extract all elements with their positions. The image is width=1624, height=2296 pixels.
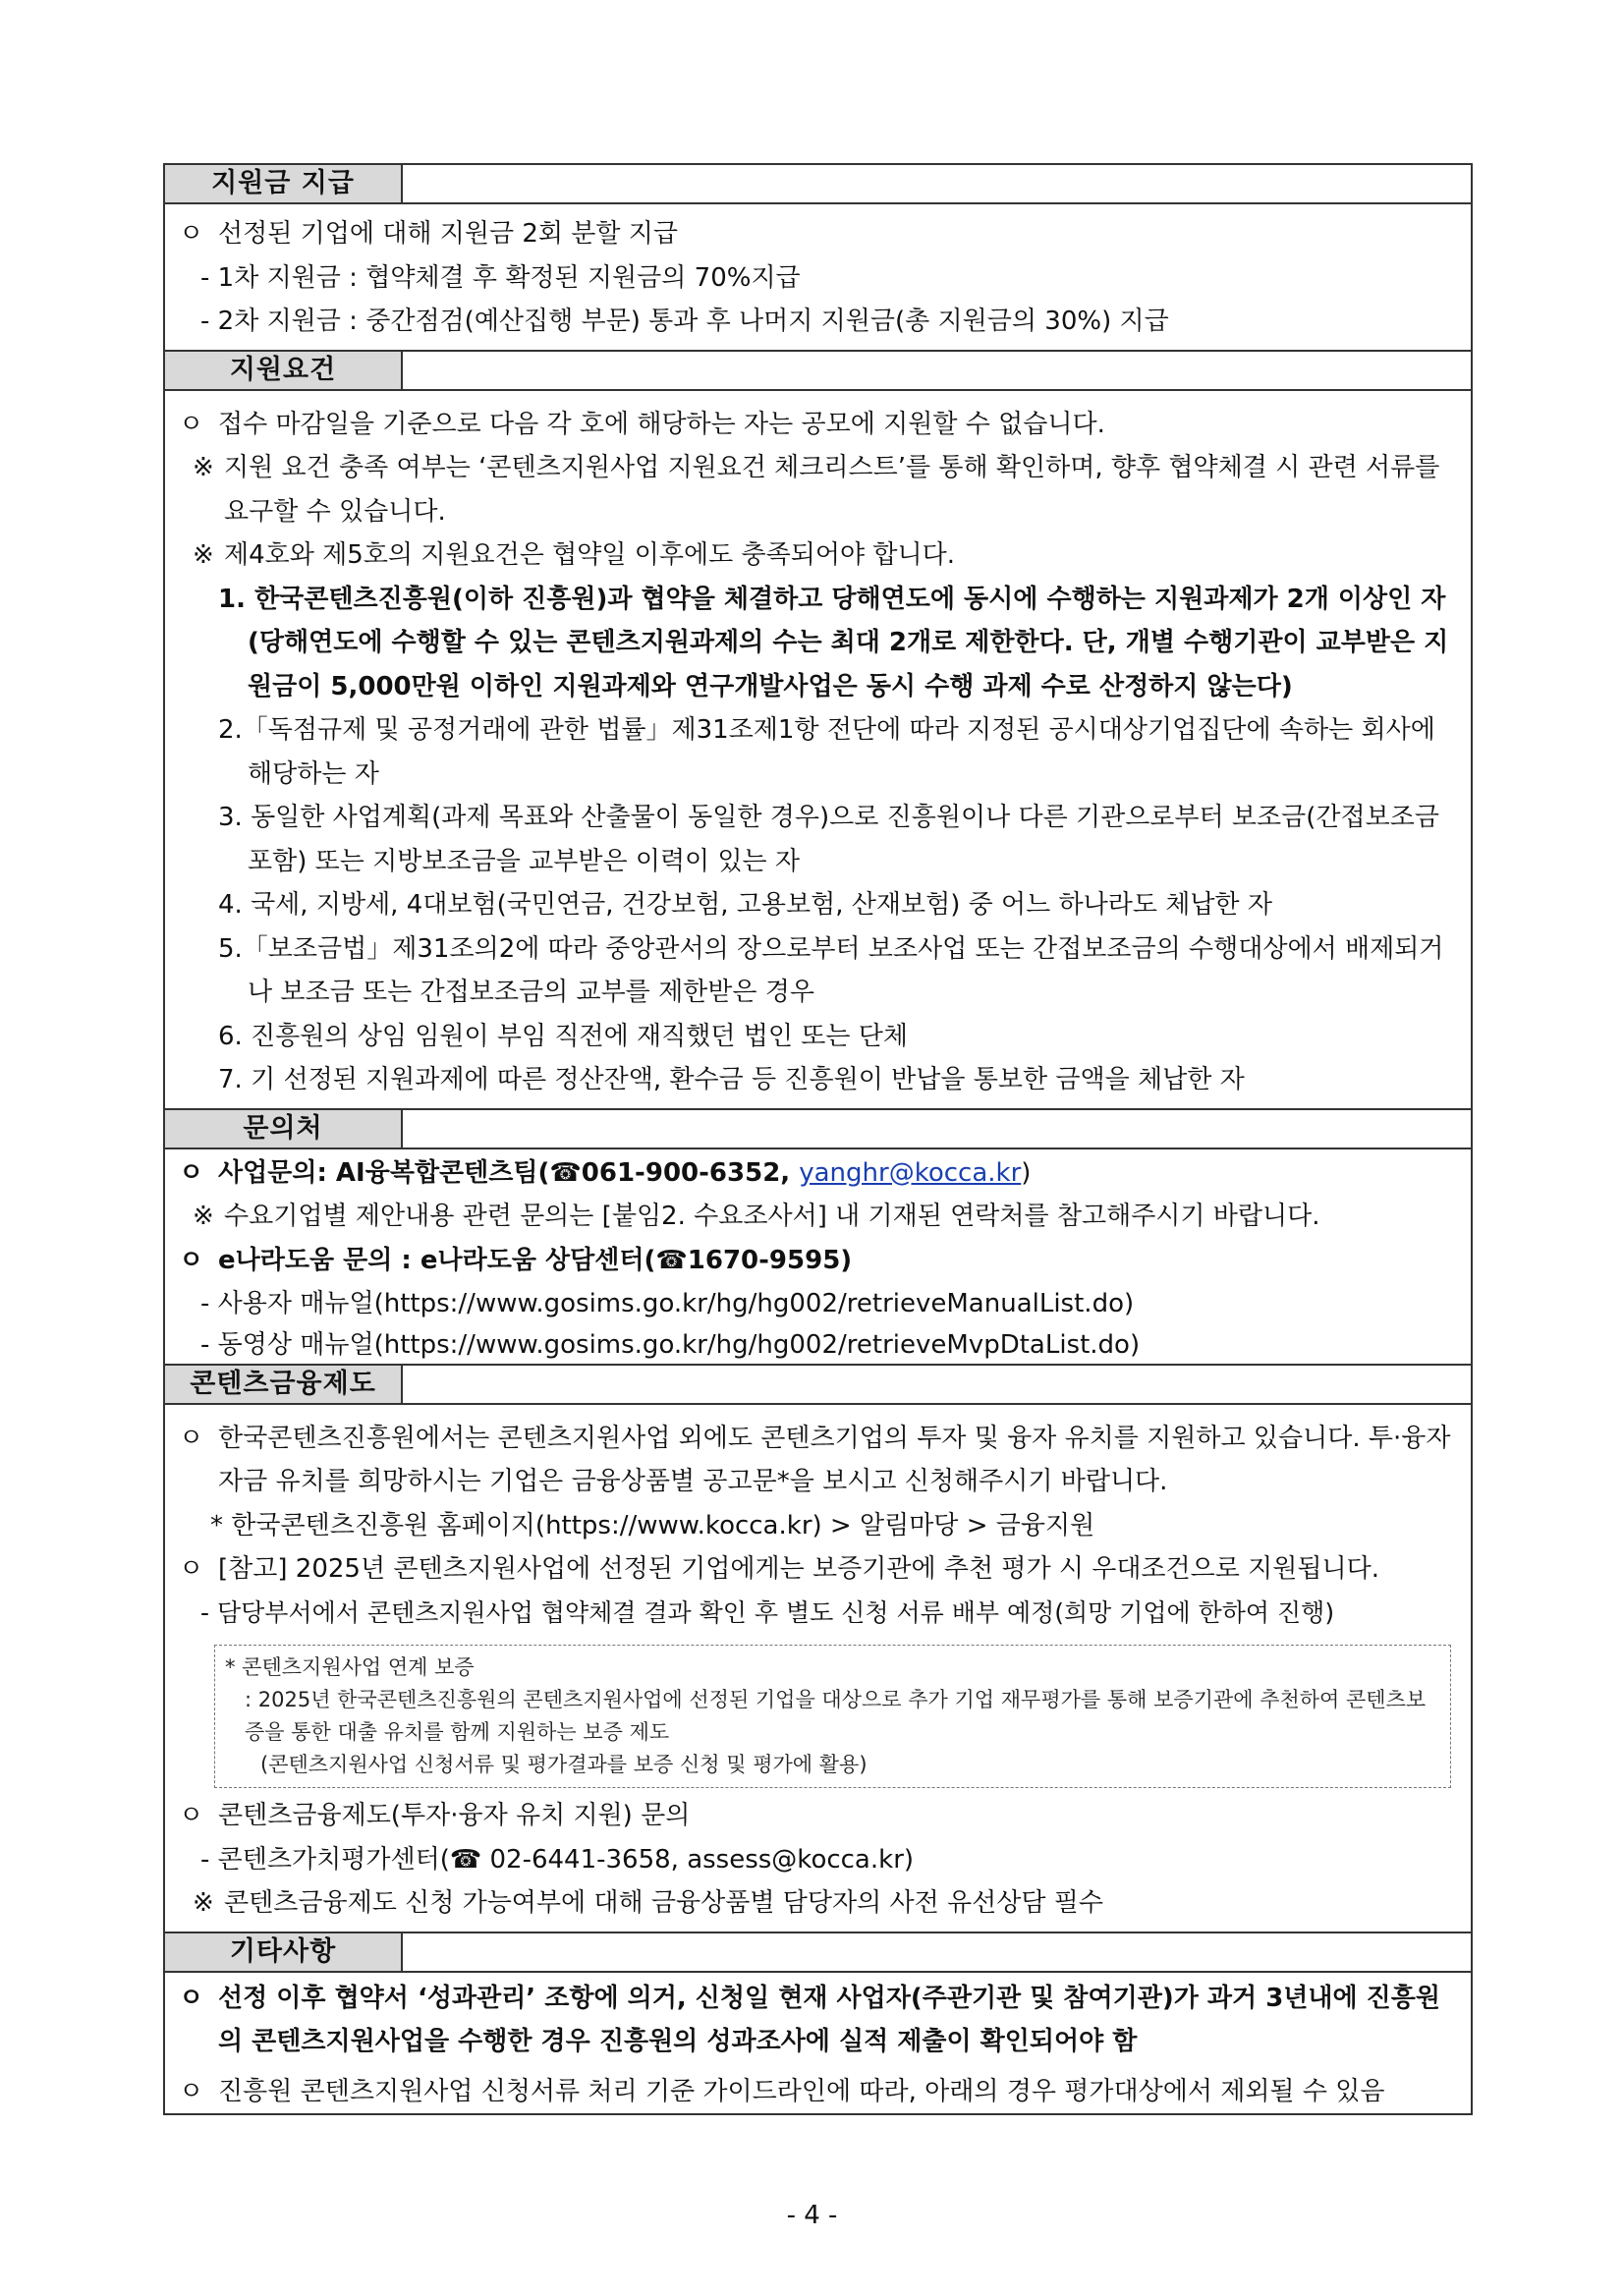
requirement-item: 6. 진흥원의 상임 임원이 부임 직전에 재직했던 법인 또는 단체 (218, 1021, 908, 1051)
bullet-line: ㅇ 콘텐츠금융제도(투자·융자 유치 지원) 문의 (179, 1801, 691, 1830)
section-title: 기타사항 (165, 1933, 403, 1971)
requirement-list (179, 578, 1457, 1102)
bullet-line: ㅇ 한국콘텐츠진흥원에서는 콘텐츠지원사업 외에도 콘텐츠기업의 투자 및 융자 유치를 지원하고 있습니다. 투·융자 자금 유치를 희망하시는 기업은 금융상품별 공고문*을 보시고 신청해주시기 바랍니다. (179, 1423, 1451, 1496)
bullet-line: ㅇ 선정된 기업에 대해 지원금 2회 분할 지급 (179, 219, 678, 249)
sub-line: - 담당부서에서 콘텐츠지원사업 협약체결 결과 확인 후 별도 신청 서류 배부 예정(희망 기업에 한하여 진행) (200, 1597, 1335, 1627)
manual-link[interactable]: - 사용자 매뉴얼(https://www.gosims.go.kr/hg/hg002/retrieveManualList.do) (200, 1289, 1135, 1318)
section-header-requirements (165, 350, 1471, 391)
section-etc (165, 1973, 1471, 2114)
bullet-line: ㅇ [참고] 2025년 콘텐츠지원사업에 선정된 기업에게는 보증기관에 추천 평가 시 우대조건으로 지원됩니다. (179, 1554, 1380, 1584)
video-manual-link[interactable]: - 동영상 매뉴얼(https://www.gosims.go.kr/hg/hg002/retrieveMvpDtaList.do) (200, 1329, 1141, 1360)
bullet-line: ㅇ 진흥원 콘텐츠지원사업 신청서류 처리 기준 가이드라인에 따라, 아래의 경우 평가대상에서 제외될 수 있음 (179, 2076, 1385, 2106)
sub-line: - 콘텐츠가치평가센터(☎ 02-6441-3658, assess@kocca.kr) (200, 1844, 915, 1875)
requirement-item: 1. 한국콘텐츠진흥원(이하 진흥원)과 협약을 체결하고 당해연도에 동시에 수행하는 지원과제가 2개 이상인 자(당해연도에 수행할 수 있는 콘텐츠지원과제의 수는 최대 2개로 제한한다. 단, 개별 수행기관이 교부받은 지원금이 5,000만원 이하인 지원과제와 연구개발사업은 동시 수행 과제 수로 산정하지 않는다) (218, 584, 1449, 701)
section-finance (165, 1405, 1471, 1932)
section-header-finance (165, 1364, 1471, 1405)
sub-line: - 1차 지원금 : 협약체결 후 확정된 지원금의 70%지급 (200, 262, 801, 293)
document-page (163, 163, 1473, 2115)
section-title: 지원금 지급 (165, 165, 403, 202)
section-header-contact (165, 1108, 1471, 1149)
note-line: ※ 콘텐츠금융제도 신청 가능여부에 대해 금융상품별 담당자의 사전 유선상담 필수 (193, 1888, 1103, 1918)
requirement-item: 3. 동일한 사업계획(과제 목표와 산출물이 동일한 경우)으로 진흥원이나 다른 기관으로부터 보조금(간접보조금 포함) 또는 지방보조금을 교부받은 이력이 있는 자 (218, 803, 1439, 876)
section-contact (165, 1149, 1471, 1364)
note-line: ※ 지원 요건 충족 여부는 ‘콘텐츠지원사업 지원요건 체크리스트’를 통해 확인하며, 향후 협약체결 시 관련 서류를 요구할 수 있습니다. (193, 453, 1440, 527)
requirement-item: 4. 국세, 지방세, 4대보험(국민연금, 건강보험, 고용보험, 산재보험) 중 어느 하나라도 체납한 자 (218, 890, 1272, 920)
requirement-item: 5.「보조금법」제31조의2에 따라 중앙관서의 장으로부터 보조사업 또는 간접보조금의 수행대상에서 배제되거나 보조금 또는 간접보조금의 교부를 제한받은 경우 (218, 933, 1444, 1007)
sub-line: - 2차 지원금 : 중간점검(예산집행 부문) 통과 후 나머지 지원금(총 지원금의 30%) 지급 (200, 307, 1169, 336)
requirement-item: 7. 기 선정된 지원과제에 따른 정산잔액, 환수금 등 진흥원이 반납을 통보한 금액을 체납한 자 (218, 1065, 1245, 1094)
section-title: 문의처 (165, 1110, 403, 1148)
section-payment (165, 204, 1471, 350)
section-header-etc (165, 1932, 1471, 1973)
bullet-line: ㅇ 접수 마감일을 기준으로 다음 각 호에 해당하는 자는 공모에 지원할 수 없습니다. (179, 409, 1105, 439)
section-title: 지원요건 (165, 352, 403, 389)
sub-line: * 한국콘텐츠진흥원 홈페이지(https://www.kocca.kr) > 알림마당 > 금융지원 (210, 1510, 1095, 1540)
email-link[interactable]: yanghr@kocca.kr (799, 1157, 1022, 1188)
bullet-line: ㅇ e나라도움 문의 : e나라도움 상담센터(☎1670-9595) (179, 1245, 853, 1275)
section-requirements (165, 391, 1471, 1108)
note-line: ※ 제4호와 제5호의 지원요건은 협약일 이후에도 충족되어야 합니다. (193, 540, 955, 570)
bullet-line: ㅇ 선정 이후 협약서 ‘성과관리’ 조항에 의거, 신청일 현재 사업자(주관기관 및 참여기관)가 과거 3년내에 진흥원의 콘텐츠지원사업을 수행한 경우 진흥원의 성과조사에 실적 제출이 확인되어야 함 (179, 1983, 1441, 2056)
bullet-line: ㅇ 사업문의: AI융복합콘텐츠팀(☎061-900-6352, yanghr@kocca.kr) (179, 1157, 1032, 1188)
note-line: ※ 수요기업별 제안내용 관련 문의는 [붙임2. 수요조사서] 내 기재된 연락처를 참고해주시기 바랍니다. (193, 1202, 1320, 1231)
page-number: - 4 - (786, 2201, 838, 2230)
guarantee-note-box: * 콘텐츠지원사업 연계 보증 : 2025년 한국콘텐츠진흥원의 콘텐츠지원사업에 선정된 기업을 대상으로 추가 기업 재무평가를 통해 보증기관에 추천하여 콘텐츠보증을 통한 대출 유치를 함께 지원하는 보증 제도 (콘텐츠지원사업 신청서류 및 평가결과를 보증 신청 및 평가에 활용) (214, 1645, 1451, 1788)
section-title: 콘텐츠금융제도 (165, 1366, 403, 1403)
requirement-item: 2.「독점규제 및 공정거래에 관한 법률」제31조제1항 전단에 따라 지정된 공시대상기업집단에 속하는 회사에 해당하는 자 (218, 715, 1435, 789)
section-header-payment (165, 163, 1471, 204)
